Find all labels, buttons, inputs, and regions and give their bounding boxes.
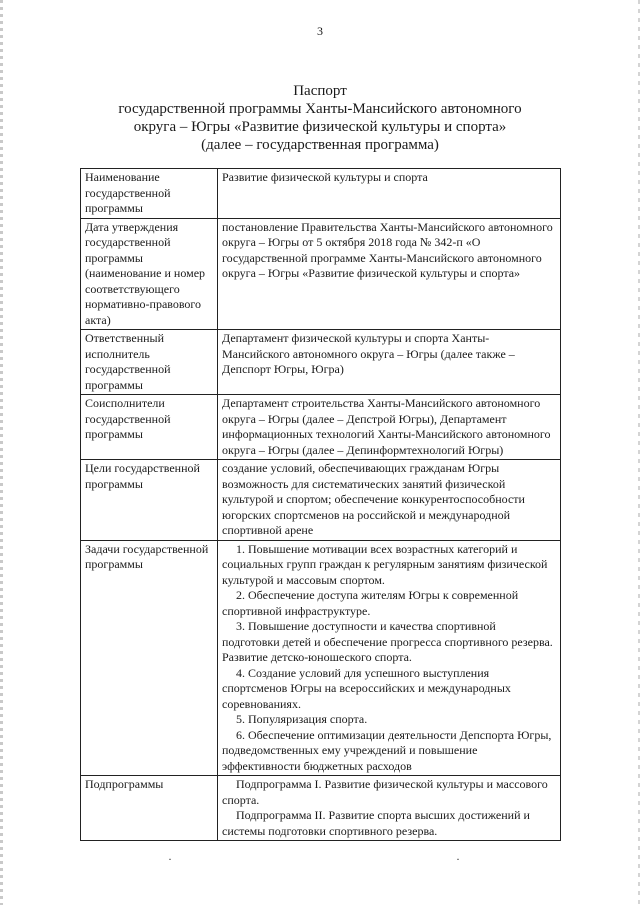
row-label: Ответственный исполнитель государственной программы — [81, 330, 218, 395]
document-title — [60, 82, 580, 154]
tasks-list — [218, 540, 561, 776]
table-row — [81, 395, 561, 460]
table-row — [81, 460, 561, 541]
task-item: 4. Создание условий для успешного выступления спортсменов Югры на всероссийских и международных соревнованиях. — [222, 665, 511, 711]
row-label: Цели государственной программы — [81, 460, 218, 541]
row-label: Задачи государственной программы — [81, 540, 218, 776]
task-item: 2. Обеспечение доступа жителям Югры к современной спортивной инфраструктуре. — [222, 588, 519, 618]
table-row — [81, 169, 561, 219]
subprogram-item: Подпрограмма I. Развитие физической культуры и массового спорта. — [222, 777, 548, 807]
title-line-4: (далее – государственная программа) — [201, 137, 439, 153]
task-item: 5. Популяризация спорта. — [236, 712, 368, 726]
table-row-subprograms — [81, 776, 561, 841]
row-value: Департамент строительства Ханты-Мансийского автономного округа – Югры (далее – Депстрой Югры), Департамент информационных технологий Ханты-Мансийского автономного округа – Югры (далее – Депинформтехнологий Югры) — [218, 395, 561, 460]
task-item: 6. Обеспечение оптимизации деятельности Депспорта Югры, подведомственных ему учреждений и повышение эффективности бюджетных расходов — [222, 727, 552, 773]
table-row — [81, 218, 561, 330]
scan-speck: · — [168, 852, 172, 866]
title-line-3: округа – Югры «Развитие физической культуры и спорта» — [133, 119, 507, 135]
subprogram-item: Подпрограмма II. Развитие спорта высших достижений и системы подготовки спортивного резерва. — [222, 808, 530, 838]
passport-table — [80, 168, 561, 841]
row-label: Дата утверждения государственной программы (наименование и номер соответствующего нормативно-правового акта) — [81, 218, 218, 330]
table-row-tasks — [81, 540, 561, 776]
row-value: постановление Правительства Ханты-Мансийского автономного округа – Югры от 5 октября 2018 года № 342-п «О государственной программе Ханты-Мансийского автономного округа – Югры «Развитие физической культуры и спорта» — [218, 218, 561, 330]
subprograms-list — [218, 776, 561, 841]
page-number: 3 — [317, 24, 323, 38]
row-label: Подпрограммы — [81, 776, 218, 841]
row-label: Соисполнители государственной программы — [81, 395, 218, 460]
row-value: Департамент физической культуры и спорта Ханты-Мансийского автономного округа – Югры (далее также – Депспорт Югры, Югра) — [218, 330, 561, 395]
scan-edge-left — [0, 0, 3, 905]
scan-speck: · — [456, 852, 460, 866]
task-item: 3. Повышение доступности и качества спортивной подготовки детей и обеспечение прогресса спортивного резерва. Развитие детско-юношеского спорта. — [222, 619, 553, 664]
task-item: 1. Повышение мотивации всех возрастных категорий и социальных групп граждан к регулярным занятиям физической культурой и массовым спортом. — [222, 541, 548, 587]
row-value: Развитие физической культуры и спорта — [218, 169, 561, 219]
row-value: создание условий, обеспечивающих гражданам Югры возможность для систематических занятий физической культурой и спортом; обеспечение конкурентоспособности югорских спортсменов на российской и международной спортивной арене — [218, 460, 561, 541]
row-label: Наименование государственной программы — [81, 169, 218, 219]
title-line-1: Паспорт — [293, 83, 347, 99]
table-row — [81, 330, 561, 395]
title-line-2: государственной программы Ханты-Мансийского автономного — [118, 101, 522, 117]
